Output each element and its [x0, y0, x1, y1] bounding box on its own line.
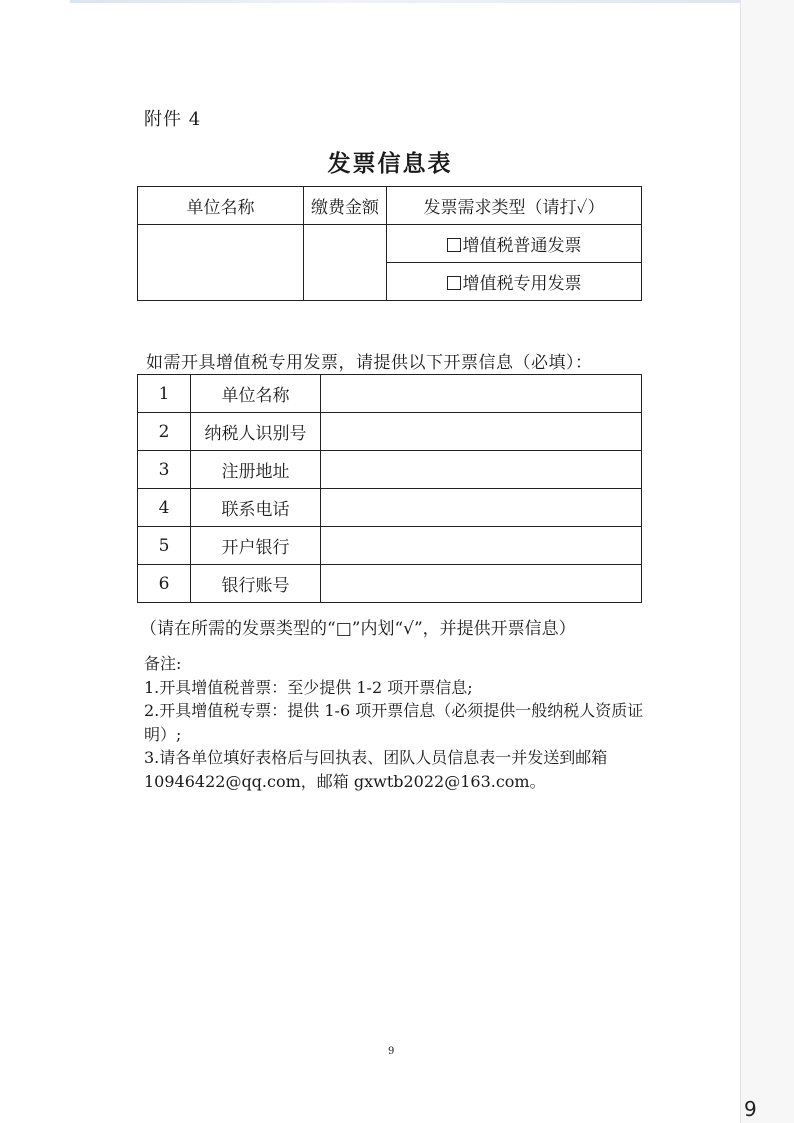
row-number: 5	[138, 527, 191, 565]
table-row	[138, 527, 642, 565]
remark-item: 1.开具增值税普票：至少提供 1-2 项开票信息;	[144, 677, 473, 697]
page-title: 发票信息表	[327, 150, 453, 177]
table-row	[138, 565, 642, 603]
invoice-table-header-row	[138, 187, 642, 225]
remarks-section	[144, 652, 644, 793]
row-number: 6	[138, 565, 191, 603]
corner-page-number: 9	[744, 1097, 757, 1121]
top-edge-line	[70, 0, 740, 3]
billing-info-table	[137, 374, 642, 603]
table-row	[138, 375, 642, 413]
row-number: 4	[138, 489, 191, 527]
remark-item: 2.开具增值税专票：提供 1-6 项开票信息（必须提供一般纳税人资质证明）;	[144, 701, 644, 744]
header-unit-name: 单位名称	[138, 187, 304, 225]
checkbox-general-invoice[interactable]	[447, 238, 461, 252]
option-general-label: 增值税普通发票	[462, 236, 582, 256]
row-label: 开户银行	[191, 527, 321, 565]
row-number: 3	[138, 451, 191, 489]
amount-cell[interactable]	[304, 225, 387, 301]
remark-item: 3.请各单位填好表格后与回执表、团队人员信息表一并发送到邮箱 10946422@qq.com，邮箱 gxwtb2022@163.com。	[144, 748, 608, 791]
row-value-field[interactable]	[321, 527, 642, 565]
selection-note: （请在所需的发票类型的“□”内划“√”，并提供开票信息）	[140, 619, 576, 639]
row-number: 2	[138, 413, 191, 451]
row-label: 银行账号	[191, 565, 321, 603]
table-row	[138, 489, 642, 527]
attachment-label: 附件 4	[144, 109, 202, 130]
unit-name-cell[interactable]	[138, 225, 304, 301]
checkbox-special-invoice[interactable]	[447, 276, 461, 290]
header-invoice-type: 发票需求类型（请打✓）	[387, 187, 642, 225]
page-number: 9	[388, 1046, 395, 1057]
row-value-field[interactable]	[321, 489, 642, 527]
row-label: 联系电话	[191, 489, 321, 527]
remarks-heading: 备注:	[144, 654, 182, 673]
table-row	[138, 451, 642, 489]
row-value-field[interactable]	[321, 413, 642, 451]
option-general-invoice[interactable]	[387, 225, 642, 263]
option-special-label: 增值税专用发票	[462, 274, 582, 294]
invoice-type-table	[137, 186, 642, 301]
row-value-field[interactable]	[321, 375, 642, 413]
info-intro-text: 如需开具增值税专用发票，请提供以下开票信息（必填）：	[146, 353, 593, 373]
row-label: 注册地址	[191, 451, 321, 489]
row-number: 1	[138, 375, 191, 413]
header-amount: 缴费金额	[304, 187, 387, 225]
row-label: 单位名称	[191, 375, 321, 413]
row-label: 纳税人识别号	[191, 413, 321, 451]
table-row	[138, 413, 642, 451]
invoice-table-row	[138, 225, 642, 263]
row-value-field[interactable]	[321, 565, 642, 603]
row-value-field[interactable]	[321, 451, 642, 489]
option-special-invoice[interactable]	[387, 263, 642, 301]
